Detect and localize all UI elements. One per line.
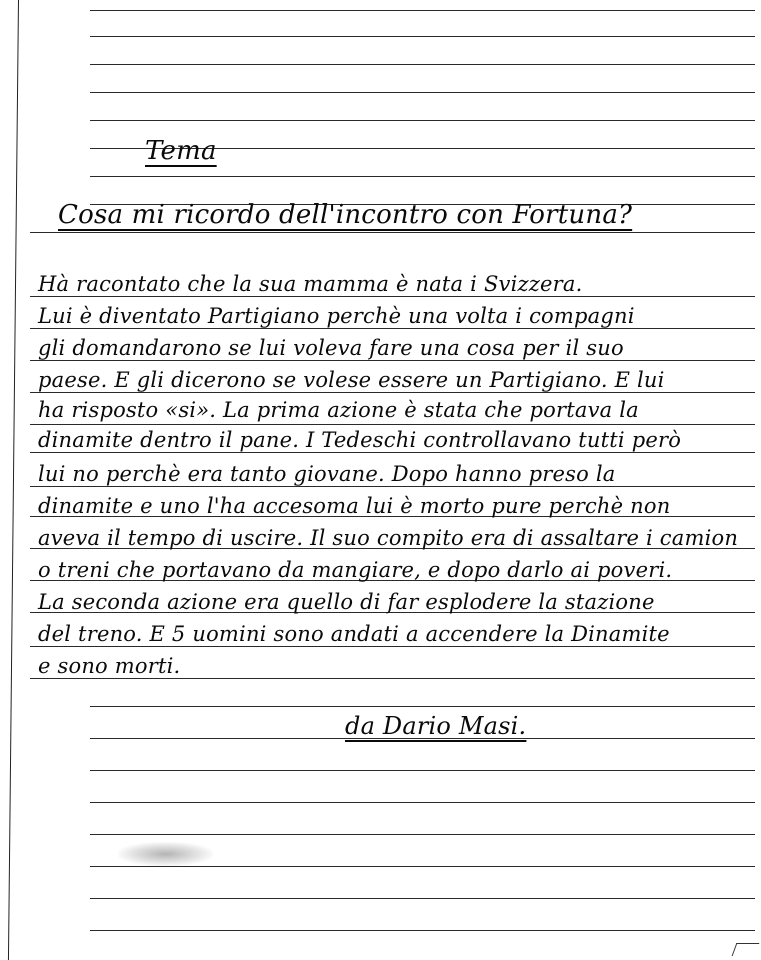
margin-line — [8, 0, 19, 960]
ruled-line — [90, 36, 755, 37]
ruled-line — [30, 424, 755, 425]
ruled-line — [90, 930, 755, 931]
ruled-line — [90, 120, 755, 121]
ruled-line — [90, 802, 755, 803]
ink-smudge — [118, 842, 213, 866]
essay-line: dinamite e uno l'ha accesoma lui è morto pure perchè non — [38, 494, 671, 518]
essay-title: Tema — [145, 136, 217, 166]
ruled-line — [30, 678, 755, 679]
essay-line: dinamite dentro il pane. I Tedeschi controllavano tutti però — [38, 428, 682, 452]
essay-line: gli domandarono se lui voleva fare una cosa per il suo — [38, 336, 624, 360]
ruled-line — [30, 646, 755, 647]
ruled-line — [30, 328, 755, 329]
ruled-line — [90, 92, 755, 93]
ruled-line — [90, 64, 755, 65]
page-corner-mark — [732, 943, 760, 956]
essay-line: Hà racontato che la sua mamma è nata i Svizzera. — [38, 272, 583, 296]
essay-line: lui no perchè era tanto giovane. Dopo hanno preso la — [38, 462, 616, 486]
essay-line: La seconda azione era quello di far esplodere la stazione — [38, 590, 655, 614]
ruled-line — [90, 866, 755, 867]
ruled-line — [30, 392, 755, 393]
ruled-line — [30, 452, 755, 453]
ruled-line — [90, 770, 755, 771]
essay-line: ha risposto «si». La prima azione è stata che portava la — [38, 398, 639, 422]
ruled-line — [90, 706, 755, 707]
ruled-line — [90, 834, 755, 835]
ruled-line — [30, 360, 755, 361]
essay-line: o treni che portavano da mangiare, e dopo darlo ai poveri. — [38, 558, 673, 582]
ruled-line — [30, 296, 755, 297]
signature: da Dario Masi. — [345, 712, 527, 740]
essay-line: del treno. E 5 uomini sono andati a accendere la Dinamite — [38, 622, 670, 646]
essay-line: Lui è diventato Partigiano perchè una volta i compagni — [38, 304, 635, 328]
essay-line: e sono morti. — [38, 654, 181, 678]
essay-line: aveva il tempo di uscire. Il suo compito era di assaltare i camion — [38, 526, 739, 550]
ruled-line — [90, 898, 755, 899]
ruled-line — [90, 10, 755, 11]
ruled-line — [30, 232, 755, 233]
essay-question: Cosa mi ricordo dell'incontro con Fortuna? — [58, 200, 633, 230]
essay-line: paese. E gli dicerono se volese essere un Partigiano. E lui — [38, 368, 665, 392]
ruled-line — [30, 486, 755, 487]
ruled-line — [90, 176, 755, 177]
